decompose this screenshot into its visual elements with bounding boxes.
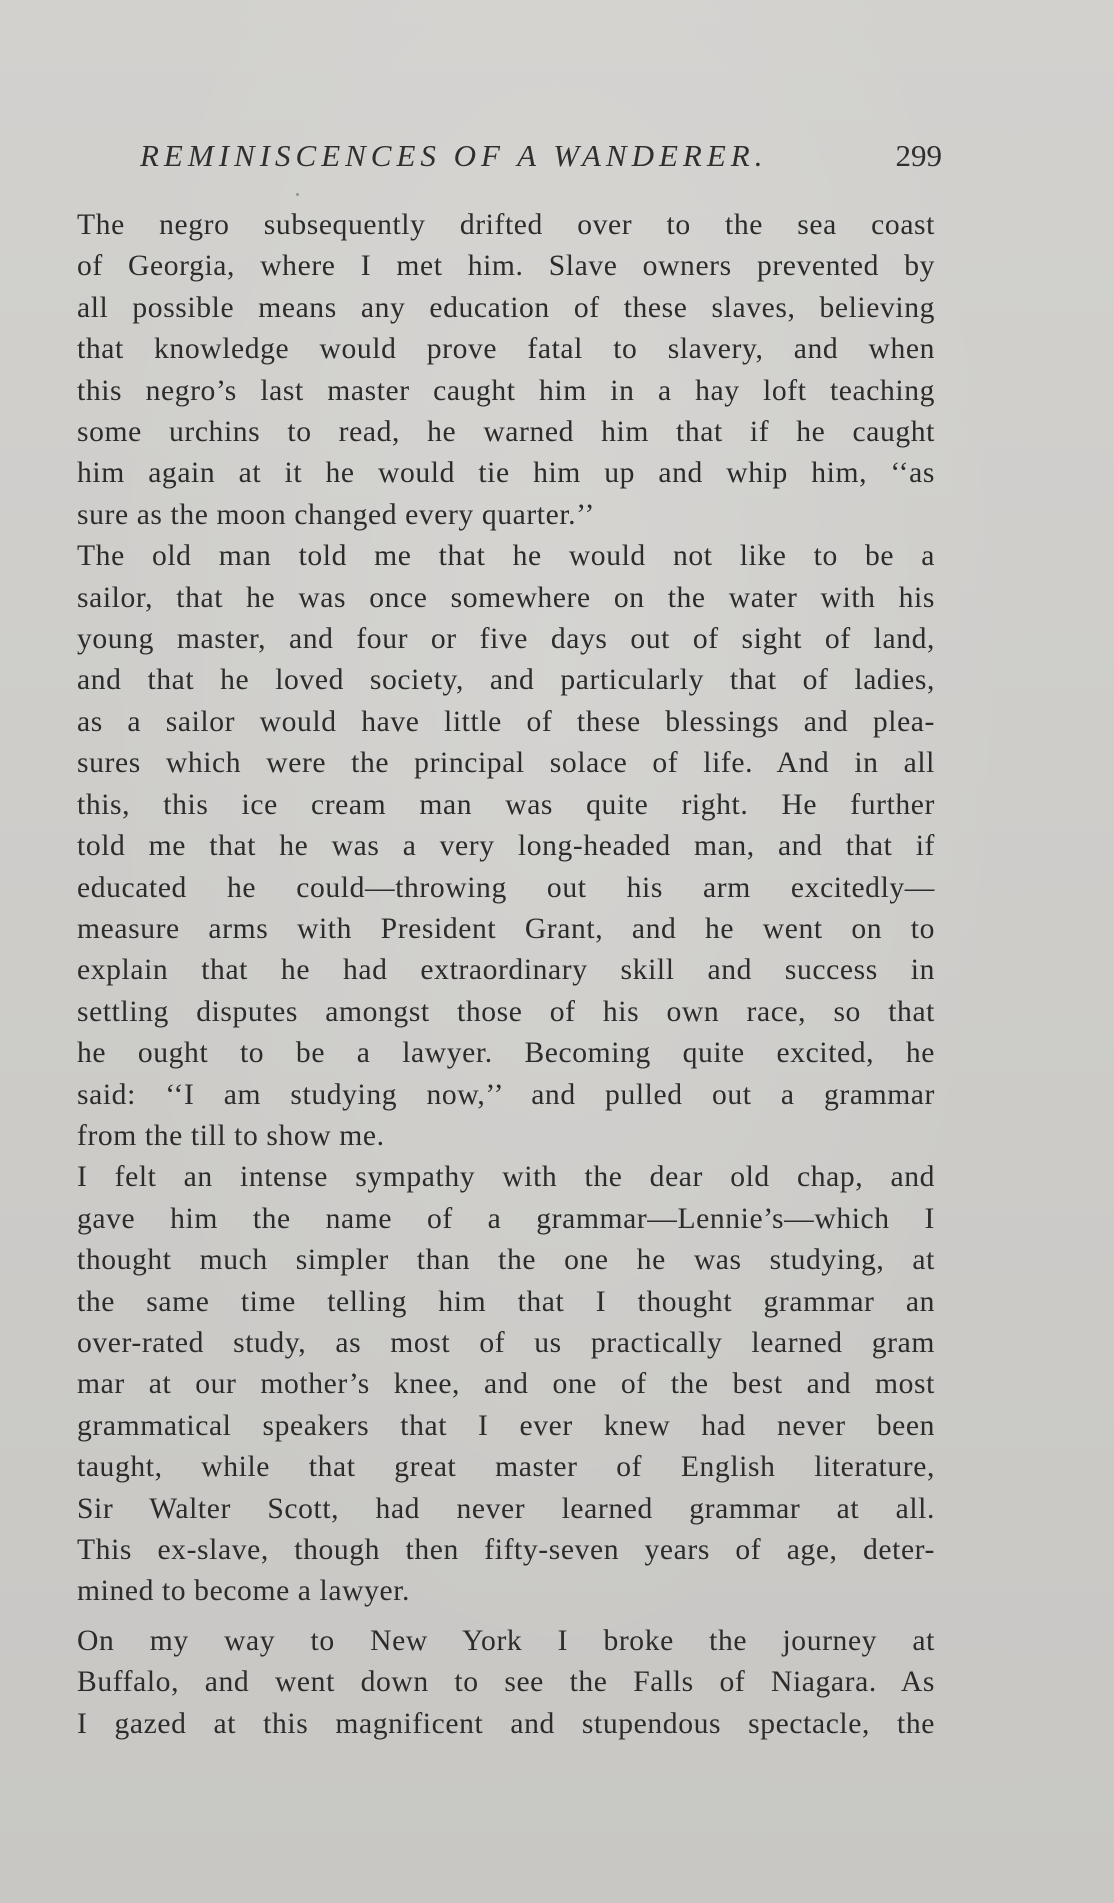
text-line: taught, while that great master of English literature, [77,1451,935,1484]
text-line: mar at our mother’s knee, and one of the best and most [77,1368,935,1401]
text-line: over-rated study, as most of us practically learned gram [77,1326,935,1359]
running-title: REMINISCENCES OF A WANDERER. [140,138,768,173]
page-header [120,134,940,182]
text-line: young master, and four or five days out of sight of land, [77,623,935,656]
text-line: him again at it he would tie him up and whip him, ‘‘as [77,457,935,490]
text-line: as a sailor would have little of these blessings and plea- [77,705,935,738]
text-line: from the till to show me. [77,1119,385,1152]
paragraph-4 [25,1621,935,1745]
print-speck [296,193,299,196]
paragraph-3 [25,1157,935,1612]
text-line: settling disputes amongst those of his own race, so that [77,995,935,1028]
text-line: he ought to be a lawyer. Becoming quite excited, he [77,1037,935,1070]
text-line: measure arms with President Grant, and he went on to [77,912,935,945]
page-number: 299 [895,138,942,173]
text-line: that knowledge would prove fatal to slavery, and when [77,333,935,366]
text-line: of Georgia, where I met him. Slave owners prevented by [77,250,935,283]
paragraph-1 [25,205,935,536]
text-line: The old man told me that he would not like to be a [77,540,935,573]
text-line: The negro subsequently drifted over to the sea coast [77,209,935,241]
body-text [25,205,935,1745]
text-line: I gazed at this magnificent and stupendous spectacle, the [77,1707,935,1740]
paragraph-2 [25,536,935,1157]
text-line: grammatical speakers that I ever knew had never been [77,1409,935,1442]
text-line: Sir Walter Scott, had never learned grammar at all. [77,1492,935,1525]
text-line: sailor, that he was once somewhere on the water with his [77,581,935,614]
text-line: educated he could—throwing out his arm excitedly— [77,871,935,904]
text-line: this negro’s last master caught him in a hay loft teaching [77,374,935,407]
text-line: Buffalo, and went down to see the Falls of Niagara. As [77,1666,935,1699]
text-line: sures which were the principal solace of life. And in all [77,747,935,780]
text-line: gave him the name of a grammar—Lennie’s—which I [77,1202,935,1235]
text-line: explain that he had extraordinary skill and success in [77,954,935,987]
text-line: This ex-slave, though then fifty-seven years of age, deter- [77,1534,935,1566]
text-line: this, this ice cream man was quite right. He further [77,788,935,821]
text-line: I felt an intense sympathy with the dear old chap, and [77,1161,935,1194]
text-line: mined to become a lawyer. [77,1575,411,1608]
text-line: told me that he was a very long-headed man, and that if [77,830,935,863]
text-line: some urchins to read, he warned him that if he caught [77,416,935,449]
text-line: thought much simpler than the one he was studying, at [77,1244,935,1277]
text-line: said: ‘‘I am studying now,’’ and pulled out a grammar [77,1078,935,1111]
text-line: and that he loved society, and particularly that of ladies, [77,664,935,697]
text-line: On my way to New York I broke the journey at [77,1624,935,1657]
text-line: all possible means any education of these slaves, believing [77,291,935,324]
text-line: the same time telling him that I thought grammar an [77,1285,935,1318]
text-line: sure as the moon changed every quarter.’’ [77,498,595,531]
